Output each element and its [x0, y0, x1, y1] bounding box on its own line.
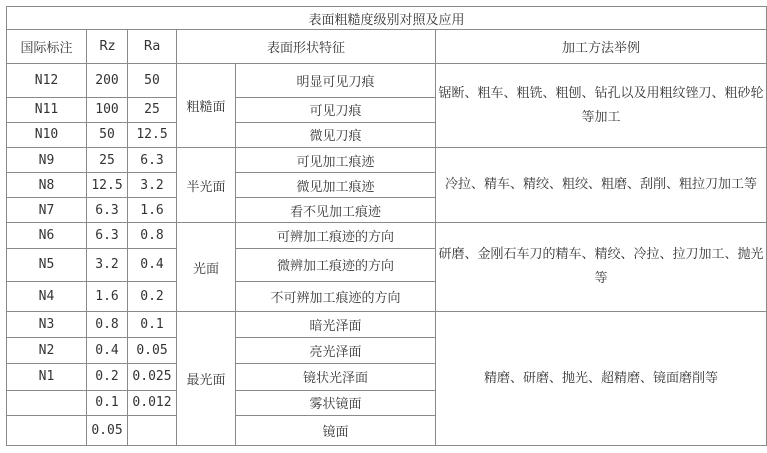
cell-ra: 0.2: [128, 281, 177, 311]
cell-rz: 0.8: [87, 312, 128, 338]
table-row: [7, 64, 767, 97]
cell-method: 冷拉、精车、精绞、粗绞、粗磨、刮削、粗拉刀加工等: [436, 147, 767, 223]
cell-category: 粗糙面: [177, 64, 236, 148]
cell-code: [7, 390, 87, 415]
cell-code: N12: [7, 64, 87, 97]
cell-rz: 12.5: [87, 173, 128, 198]
cell-feature: 暗光泽面: [236, 312, 436, 338]
cell-code: [7, 415, 87, 445]
cell-feature: 不可辨加工痕迹的方向: [236, 281, 436, 311]
cell-rz: 0.4: [87, 338, 128, 364]
cell-ra: 0.025: [128, 364, 177, 390]
cell-category: 光面: [177, 223, 236, 312]
header-row: [7, 30, 767, 64]
cell-ra: 25: [128, 97, 177, 122]
cell-ra: 3.2: [128, 173, 177, 198]
cell-rz: 0.2: [87, 364, 128, 390]
cell-feature: 微见加工痕迹: [236, 173, 436, 198]
cell-feature: 可见加工痕迹: [236, 147, 436, 172]
cell-method: 精磨、研磨、抛光、超精磨、镜面磨削等: [436, 312, 767, 446]
cell-rz: 1.6: [87, 281, 128, 311]
header-ra: Ra: [128, 30, 177, 64]
cell-ra: 0.012: [128, 390, 177, 415]
cell-feature: 微见刀痕: [236, 122, 436, 147]
title-row: [7, 7, 767, 30]
cell-code: N3: [7, 312, 87, 338]
table-row: [7, 223, 767, 248]
cell-code: N4: [7, 281, 87, 311]
cell-rz: 200: [87, 64, 128, 97]
cell-feature: 微辨加工痕迹的方向: [236, 248, 436, 281]
cell-feature: 镜状光泽面: [236, 364, 436, 390]
cell-code: N10: [7, 122, 87, 147]
cell-ra: 0.05: [128, 338, 177, 364]
cell-ra: 6.3: [128, 147, 177, 172]
cell-ra: [128, 415, 177, 445]
cell-rz: 6.3: [87, 198, 128, 223]
cell-method: 锯断、粗车、粗铣、粗刨、钻孔以及用粗纹锉刀、粗砂轮等加工: [436, 64, 767, 148]
cell-feature: 可辨加工痕迹的方向: [236, 223, 436, 248]
cell-ra: 0.1: [128, 312, 177, 338]
cell-feature: 雾状镜面: [236, 390, 436, 415]
cell-rz: 25: [87, 147, 128, 172]
cell-method: 研磨、金刚石车刀的精车、精绞、冷拉、拉刀加工、抛光等: [436, 223, 767, 312]
table-row: [7, 147, 767, 172]
cell-code: N7: [7, 198, 87, 223]
table-title: 表面粗糙度级别对照及应用: [7, 7, 767, 30]
cell-code: N6: [7, 223, 87, 248]
header-rz: Rz: [87, 30, 128, 64]
header-feature: 表面形状特征: [177, 30, 436, 64]
header-code: 国际标注: [7, 30, 87, 64]
cell-code: N2: [7, 338, 87, 364]
cell-feature: 亮光泽面: [236, 338, 436, 364]
cell-feature: 可见刀痕: [236, 97, 436, 122]
cell-code: N9: [7, 147, 87, 172]
cell-rz: 100: [87, 97, 128, 122]
cell-rz: 0.1: [87, 390, 128, 415]
header-method: 加工方法举例: [436, 30, 767, 64]
cell-ra: 1.6: [128, 198, 177, 223]
roughness-table: [6, 6, 767, 446]
cell-code: N5: [7, 248, 87, 281]
cell-category: 最光面: [177, 312, 236, 446]
table-row: [7, 312, 767, 338]
cell-rz: 50: [87, 122, 128, 147]
cell-rz: 3.2: [87, 248, 128, 281]
cell-feature: 看不见加工痕迹: [236, 198, 436, 223]
cell-feature: 明显可见刀痕: [236, 64, 436, 97]
cell-code: N1: [7, 364, 87, 390]
cell-category: 半光面: [177, 147, 236, 223]
cell-ra: 0.8: [128, 223, 177, 248]
cell-ra: 50: [128, 64, 177, 97]
cell-rz: 6.3: [87, 223, 128, 248]
cell-ra: 12.5: [128, 122, 177, 147]
cell-feature: 镜面: [236, 415, 436, 445]
cell-ra: 0.4: [128, 248, 177, 281]
cell-rz: 0.05: [87, 415, 128, 445]
cell-code: N11: [7, 97, 87, 122]
cell-code: N8: [7, 173, 87, 198]
